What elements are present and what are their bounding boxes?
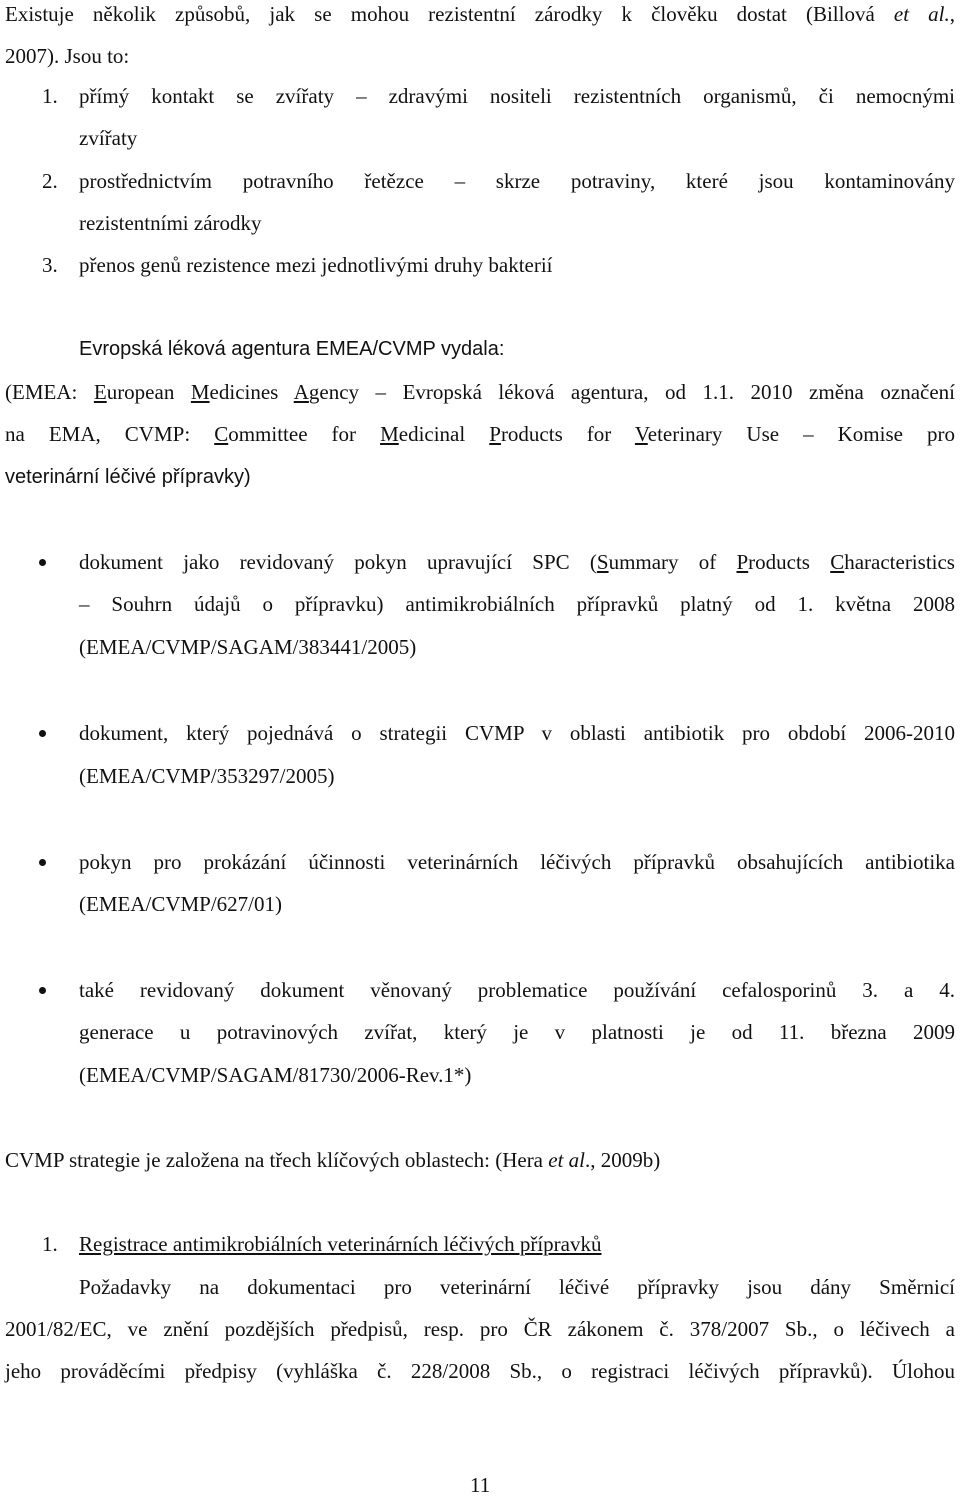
citation-et-al: et al: [548, 1148, 586, 1172]
section-number: 1.: [42, 1232, 58, 1256]
bullet-icon: [39, 730, 46, 737]
bullet-3-line-2: (EMEA/CVMP/627/01): [79, 892, 283, 916]
bullet-4-line-1: také revidovaný dokument věnovaný problematice používání cefalosporinů 3. a 4.: [79, 978, 955, 1002]
section-title: Registrace antimikrobiálních veterinárních léčivých přípravků: [79, 1232, 602, 1256]
list-number: 3.: [42, 253, 58, 277]
bullet-1-line-1: dokument jako revidovaný pokyn upravující SPC (Summary of Products Characteristics: [79, 550, 955, 574]
list-item-3-line-1: přenos genů rezistence mezi jednotlivými druhy bakterií: [79, 253, 553, 277]
emea-paragraph-line-1: (EMEA: European Medicines Agency – Evropská léková agentura, od 1.1. 2010 změna označení: [5, 380, 955, 404]
bullet-1-line-2: – Souhrn údajů o přípravku) antimikrobiálních přípravků platný od 1. května 2008: [79, 592, 955, 616]
bullet-icon: [39, 859, 46, 866]
bullet-icon: [39, 987, 46, 994]
bullet-icon: [39, 559, 46, 566]
section-paragraph-line-2: 2001/82/EC, ve znění pozdějších předpisů, resp. pro ČR zákonem č. 378/2007 Sb., o léčivech a: [5, 1317, 955, 1341]
emea-heading: Evropská léková agentura EMEA/CVMP vydala:: [79, 338, 505, 360]
intro-line-1: [5, 1, 955, 27]
bullet-3-line-1: pokyn pro prokázání účinnosti veterinárních léčivých přípravků obsahujících antibiotika: [79, 850, 955, 874]
bullet-4-line-2: generace u potravinových zvířat, který je v platnosti je od 11. března 2009: [79, 1020, 955, 1044]
section-paragraph-line-1: Požadavky na dokumentaci pro veterinární léčivé přípravky jsou dány Směrnicí: [79, 1275, 955, 1299]
citation-et-al: et al.: [893, 2, 950, 26]
intro-line-2: 2007). Jsou to:: [5, 44, 130, 68]
list-number: 2.: [42, 169, 58, 193]
intro-text: Existuje několik způsobů, jak se mohou rezistentní zárodky k člověku dostat (Billová: [5, 2, 894, 26]
list-item-2-line-1: prostřednictvím potravního řetězce – skrze potraviny, které jsou kontaminovány: [79, 169, 955, 193]
strategy-sentence: CVMP strategie je založena na třech klíčových oblastech: (Hera et al., 2009b): [5, 1148, 661, 1172]
page-number: 11: [470, 1473, 491, 1497]
list-item-1-line-2: zvířaty: [79, 126, 138, 150]
list-number: 1.: [42, 84, 58, 108]
emea-paragraph-line-2: na EMA, CVMP: Committee for Medicinal Products for Veterinary Use – Komise pro: [5, 422, 955, 446]
emea-paragraph-line-3: veterinární léčivé přípravky): [5, 466, 251, 488]
intro-text: ,: [949, 2, 955, 26]
bullet-2-line-1: dokument, který pojednává o strategii CVMP v oblasti antibiotik pro období 2006-2010: [79, 721, 955, 745]
bullet-1-line-3: (EMEA/CVMP/SAGAM/383441/2005): [79, 635, 417, 659]
section-paragraph-line-3: jeho prováděcími předpisy (vyhláška č. 228/2008 Sb., o registraci léčivých přípravků). Úlohou: [5, 1359, 955, 1383]
list-item-2-line-2: rezistentními zárodky: [79, 211, 262, 235]
bullet-4-line-3: (EMEA/CVMP/SAGAM/81730/2006-Rev.1*): [79, 1063, 472, 1087]
bullet-2-line-2: (EMEA/CVMP/353297/2005): [79, 764, 335, 788]
list-item-1-line-1: přímý kontakt se zvířaty – zdravými nositeli rezistentních organismů, či nemocnými: [79, 84, 955, 108]
